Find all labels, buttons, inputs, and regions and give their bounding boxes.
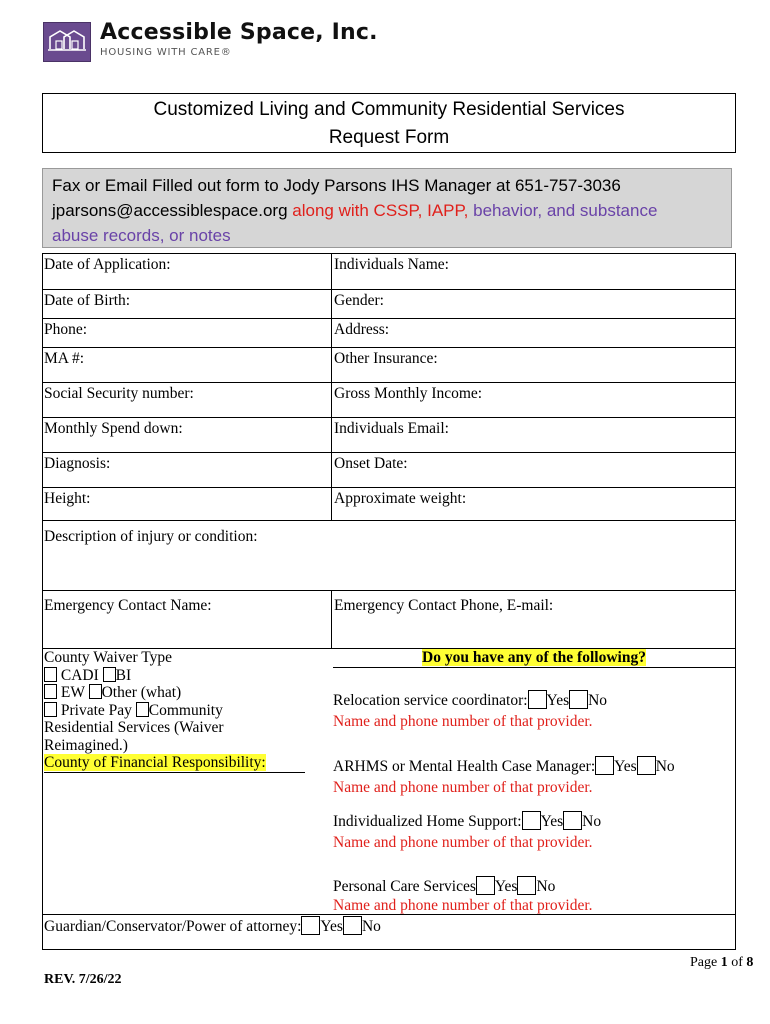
gender-field[interactable]: Gender: [334, 292, 384, 309]
relocation-label: Relocation service coordinator: [333, 692, 528, 709]
page-current: 1 [720, 955, 728, 970]
home-support-row [333, 811, 601, 832]
instructions-line3: abuse records, or notes [52, 226, 231, 245]
instructions-line2 [52, 198, 731, 223]
waiver-row2 [44, 684, 305, 702]
row-line [42, 487, 736, 488]
personal-care-no-label: No [536, 878, 556, 895]
guardian-row [44, 916, 381, 936]
personal-care-yes-checkbox[interactable] [476, 876, 495, 895]
guardian-yes-checkbox[interactable] [301, 916, 320, 935]
guardian-yes-label: Yes [320, 918, 343, 935]
other-insurance-field[interactable]: Other Insurance: [334, 350, 438, 367]
house-logo-icon [44, 23, 90, 61]
home-support-yes-checkbox[interactable] [522, 811, 541, 830]
waiver-row3 [44, 702, 305, 720]
arhms-item [333, 756, 675, 798]
table-right-border [735, 253, 736, 950]
row-line [42, 417, 736, 418]
relocation-provider-field[interactable]: Name and phone number of that provider. [333, 713, 593, 730]
form-title-line2: Request Form [328, 127, 450, 148]
home-support-provider-field[interactable]: Name and phone number of that provider. [333, 834, 593, 851]
personal-care-label: Personal Care Services [333, 878, 476, 895]
arhms-provider-field[interactable]: Name and phone number of that provider. [333, 779, 593, 796]
instructions-line1: Fax or Email Filled out form to Jody Parsons IHS Manager at 651-757-3036 [52, 176, 621, 195]
bi-checkbox[interactable] [103, 667, 116, 682]
row-line [42, 318, 736, 319]
home-support-label: Individualized Home Support: [333, 813, 522, 830]
home-support-item [333, 811, 601, 853]
emergency-phone-field[interactable]: Emergency Contact Phone, E-mail: [334, 597, 554, 614]
table-center-divider-mid [331, 590, 332, 648]
emergency-name-field[interactable]: Emergency Contact Name: [44, 597, 212, 614]
table-center-divider-top [331, 253, 332, 520]
relocation-no-checkbox[interactable] [569, 690, 588, 709]
ew-checkbox[interactable] [44, 684, 57, 699]
arhms-no-checkbox[interactable] [637, 756, 656, 775]
arhms-no-label: No [655, 758, 675, 775]
waiver-section [44, 649, 305, 773]
row-line [42, 347, 736, 348]
relocation-item [333, 690, 607, 732]
page-of: of [731, 955, 743, 970]
private-pay-label: Private Pay [60, 701, 132, 719]
personal-care-no-checkbox[interactable] [517, 876, 536, 895]
form-title [42, 93, 736, 153]
guardian-no-label: No [361, 918, 381, 935]
arhms-yes-label: Yes [614, 758, 637, 775]
phone-field[interactable]: Phone: [44, 321, 88, 338]
residential-services-label: Residential Services (Waiver [44, 719, 224, 736]
row-line [42, 520, 736, 521]
cadi-label: CADI [60, 666, 99, 684]
relocation-yes-label: Yes [546, 692, 570, 709]
spend-down-field[interactable]: Monthly Spend down: [44, 420, 183, 437]
services-heading-text: Do you have any of the following? [422, 649, 646, 666]
relocation-row [333, 690, 607, 711]
description-field[interactable]: Description of injury or condition: [44, 528, 258, 545]
diagnosis-field[interactable]: Diagnosis: [44, 455, 111, 472]
company-logo [43, 22, 91, 62]
ma-number-field[interactable]: MA #: [44, 350, 85, 367]
row-line [42, 590, 736, 591]
cadi-checkbox[interactable] [44, 667, 57, 682]
reimagined-label: Reimagined.) [44, 736, 128, 754]
instructions-email: jparsons@accessiblespace.org [52, 201, 293, 220]
bi-label: BI [115, 666, 132, 684]
personal-care-item [333, 876, 593, 915]
individuals-name-field[interactable]: Individuals Name: [334, 256, 449, 273]
date-of-birth-field[interactable]: Date of Birth: [44, 292, 131, 309]
guardian-no-checkbox[interactable] [343, 916, 362, 935]
ew-label: EW [60, 684, 85, 701]
home-support-yes-label: Yes [540, 813, 564, 830]
personal-care-provider-field[interactable]: Name and phone number of that provider. [333, 897, 593, 914]
arhms-label: ARHMS or Mental Health Case Manager: [333, 758, 596, 775]
arhms-row [333, 756, 675, 777]
home-support-no-checkbox[interactable] [563, 811, 582, 830]
instructions-attachments: along with CSSP, IAPP, [292, 201, 474, 220]
row-line [42, 289, 736, 290]
relocation-yes-checkbox[interactable] [528, 690, 547, 709]
company-name: Accessible Space, Inc. [100, 20, 378, 45]
community-checkbox[interactable] [136, 702, 149, 717]
page-total: 8 [746, 955, 754, 970]
row-line [42, 382, 736, 383]
other-checkbox[interactable] [89, 684, 102, 699]
form-title-line1: Customized Living and Community Residential Services [153, 99, 625, 120]
page-word: Page [690, 955, 718, 970]
table-left-border [42, 253, 43, 950]
row-line [42, 949, 736, 950]
company-tagline: HOUSING WITH CARE® [100, 47, 232, 58]
arhms-yes-checkbox[interactable] [595, 756, 614, 775]
county-financial-label: County of Financial Responsibility: [44, 754, 266, 771]
relocation-no-label: No [588, 692, 608, 709]
address-field[interactable]: Address: [334, 321, 390, 338]
personal-care-yes-label: Yes [494, 878, 518, 895]
guardian-label: Guardian/Conservator/Power of attorney: [44, 918, 302, 935]
community-label: Community [148, 701, 223, 719]
height-field[interactable]: Height: [44, 490, 91, 507]
instructions-box [42, 168, 732, 248]
personal-care-row [333, 876, 593, 896]
other-label: Other (what) [101, 684, 182, 701]
home-support-no-label: No [582, 813, 602, 830]
waiver-heading: County Waiver Type [44, 649, 172, 666]
weight-field[interactable]: Approximate weight: [334, 490, 467, 507]
ssn-field[interactable]: Social Security number: [44, 385, 194, 402]
page-number [690, 955, 753, 971]
waiver-row1 [44, 667, 305, 685]
individuals-email-field[interactable]: Individuals Email: [334, 420, 449, 437]
county-financial-field[interactable] [44, 754, 305, 773]
row-line [42, 253, 736, 254]
date-of-application-field[interactable]: Date of Application: [44, 256, 171, 273]
onset-date-field[interactable]: Onset Date: [334, 455, 408, 472]
instructions-behavior: behavior, and substance [473, 201, 658, 220]
gross-income-field[interactable]: Gross Monthly Income: [334, 385, 483, 402]
services-heading [333, 648, 735, 668]
row-line [42, 452, 736, 453]
revision-label: REV. 7/26/22 [44, 972, 122, 987]
private-pay-checkbox[interactable] [44, 702, 57, 717]
